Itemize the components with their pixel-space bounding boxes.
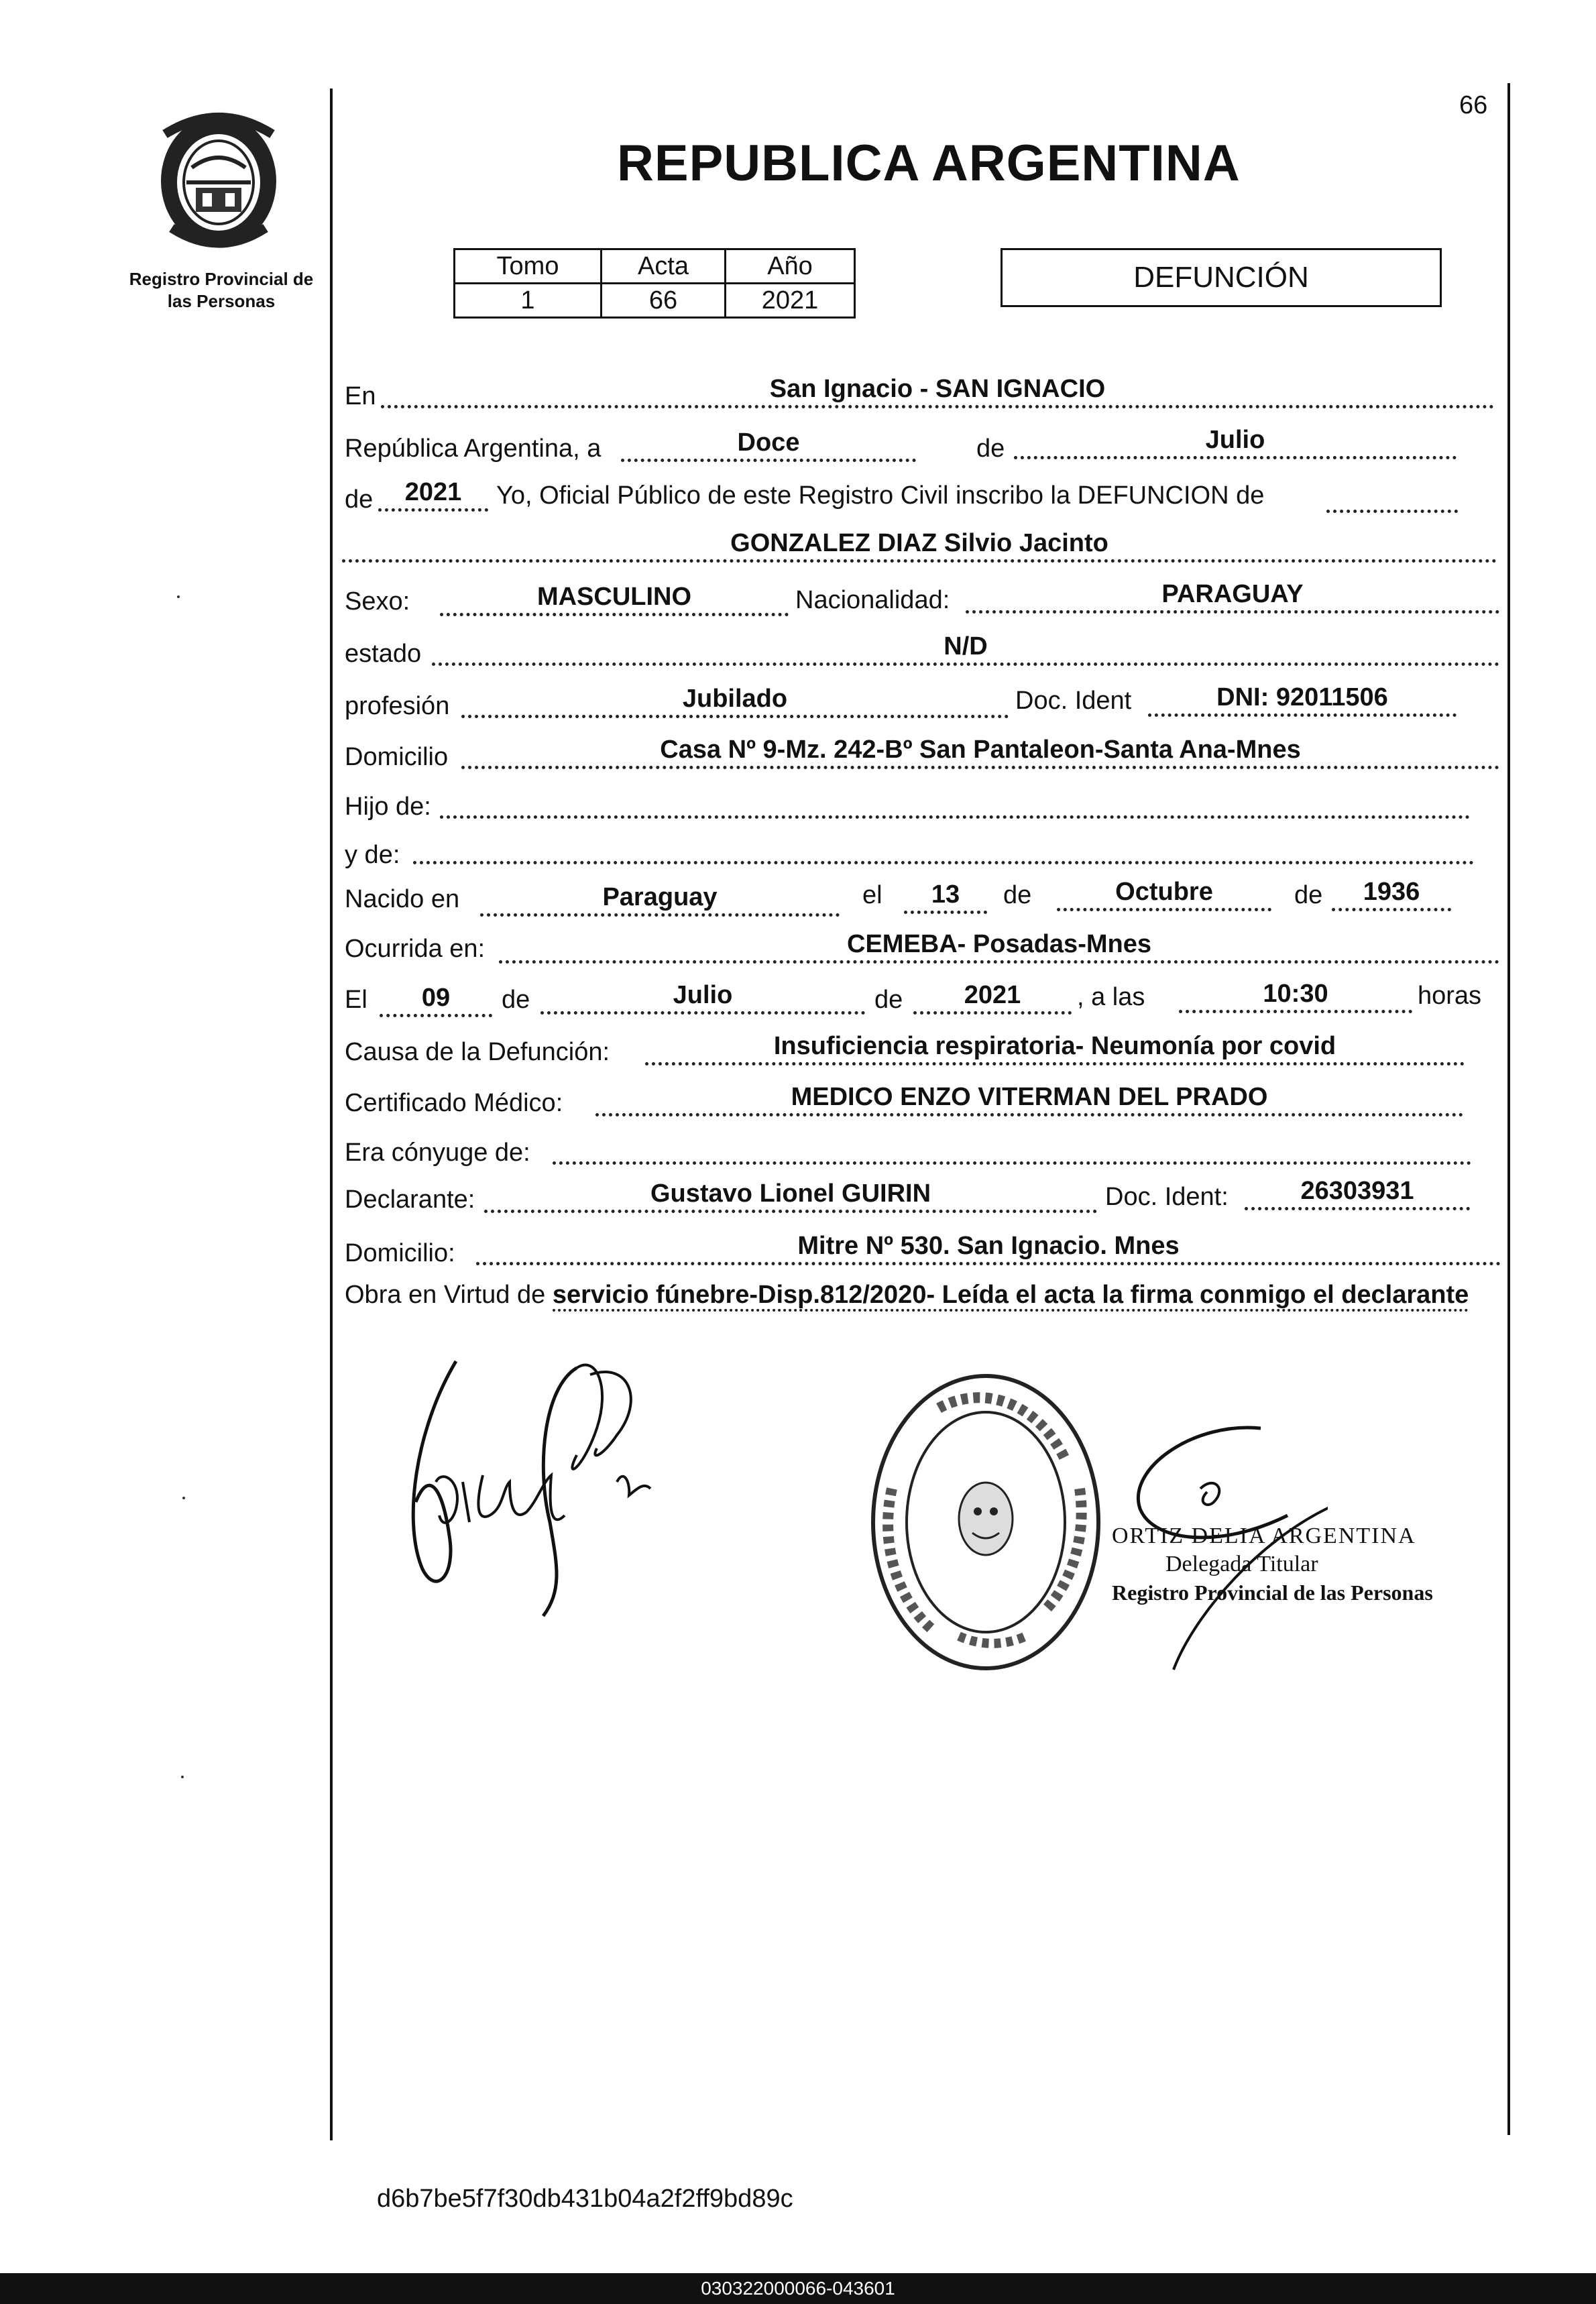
label-ocurrida-en: Ocurrida en:: [345, 935, 486, 963]
document-type-box: DEFUNCIÓN: [1001, 248, 1442, 307]
registry-name: [121, 268, 322, 312]
field-address: Casa Nº 9-Mz. 242-Bº San Pantaleon-Santa Ana-Mnes: [461, 734, 1499, 769]
label-y-de: y de:: [345, 841, 400, 869]
field-profession: Jubilado: [461, 683, 1009, 718]
field-birth-place: Paraguay: [480, 881, 840, 917]
field-birth-month: Octubre: [1057, 876, 1271, 911]
label-sexo: Sexo:: [345, 587, 410, 616]
label-horas: horas: [1418, 982, 1482, 1010]
label-estado: estado: [345, 640, 422, 668]
label-el: el: [862, 881, 882, 909]
obra-en-virtud: [345, 1278, 1498, 1312]
province-emblem-icon: [145, 107, 292, 255]
label-conyuge: Era cónyuge de:: [345, 1139, 530, 1167]
official-stamp-text: [1112, 1522, 1433, 1607]
field-death-year: 2021: [913, 979, 1072, 1015]
label-doc-ident2: Doc. Ident:: [1105, 1183, 1229, 1211]
declarant-signature-icon: [376, 1348, 671, 1629]
reference-table: [453, 248, 856, 319]
field-filler-line3: [1326, 477, 1458, 513]
label-nacionalidad: Nacionalidad:: [795, 586, 950, 614]
page-title: REPUBLICA ARGENTINA: [617, 135, 1241, 192]
label-domicilio2: Domicilio:: [345, 1239, 455, 1267]
value-tomo: 1: [455, 284, 602, 318]
scan-mark: [181, 1776, 184, 1778]
right-margin-line: [1507, 83, 1510, 2135]
label-hijo-de: Hijo de:: [345, 793, 431, 821]
field-sex: MASCULINO: [440, 581, 789, 616]
footer-code: 030322000066-043601: [701, 2278, 895, 2299]
scan-mark: [182, 1497, 185, 1499]
field-declarant-address: Mitre Nº 530. San Ignacio. Mnes: [476, 1230, 1501, 1265]
label-nacido-en: Nacido en: [345, 885, 460, 913]
label-el-cap: El: [345, 986, 367, 1014]
reference-value-row: [455, 284, 855, 318]
field-day-words: Doce: [621, 426, 916, 462]
field-birth-day: 13: [904, 878, 987, 914]
official-role: Delegada Titular: [1165, 1552, 1318, 1576]
registry-name-line1: Registro Provincial de: [129, 269, 314, 289]
header-acta: Acta: [602, 249, 726, 284]
field-marital-status: N/D: [432, 630, 1499, 666]
field-cause: Insuficiencia respiratoria- Neumonía por covid: [645, 1030, 1465, 1065]
left-margin-line: [330, 89, 333, 2140]
label-de-death-year: de: [874, 986, 903, 1014]
value-ano: 2021: [726, 284, 855, 318]
label-republica: República Argentina, a: [345, 435, 602, 463]
field-birth-year: 1936: [1332, 876, 1451, 911]
official-name: ORTIZ DELIA ARGENTINA: [1112, 1523, 1416, 1548]
field-place: San Ignacio - SAN IGNACIO: [381, 373, 1494, 408]
label-de-death: de: [502, 986, 530, 1014]
field-deceased-name: GONZALEZ DIAZ Silvio Jacinto: [342, 527, 1497, 563]
field-certificate: MEDICO ENZO VITERMAN DEL PRADO: [595, 1081, 1463, 1116]
field-y-de: [413, 829, 1474, 864]
official-org: Registro Provincial de las Personas: [1112, 1580, 1433, 1605]
label-yo-text: Yo, Oficial Público de este Registro Civil inscribo la DEFUNCION de: [496, 481, 1265, 510]
label-de-birth-year: de: [1294, 881, 1323, 909]
field-declarant-doc: 26303931: [1245, 1175, 1470, 1210]
header-ano: Año: [726, 249, 855, 284]
scan-mark: [177, 595, 180, 598]
field-nationality: PARAGUAY: [966, 578, 1499, 614]
field-declarant: Gustavo Lionel GUIRIN: [484, 1177, 1097, 1213]
label-a-las: , a las: [1077, 983, 1145, 1011]
field-death-time: 10:30: [1179, 978, 1412, 1013]
label-de: de: [976, 435, 1005, 463]
page-number: 66: [1459, 91, 1488, 119]
label-en: En: [345, 382, 376, 410]
label-domicilio: Domicilio: [345, 743, 449, 771]
field-death-month: Julio: [540, 979, 865, 1015]
field-death-day: 09: [380, 982, 492, 1017]
label-de-line3: de: [345, 485, 374, 514]
field-month: Julio: [1014, 424, 1457, 459]
value-acta: 66: [602, 284, 726, 318]
field-doc-ident: DNI: 92011506: [1148, 681, 1457, 717]
label-declarante: Declarante:: [345, 1186, 475, 1214]
registry-name-line2: las Personas: [167, 291, 276, 311]
document-hash: d6b7be5f7f30db431b04a2f2ff9bd89c: [377, 2185, 793, 2213]
reference-header-row: [455, 249, 855, 284]
label-profesion: profesión: [345, 692, 450, 720]
header-tomo: Tomo: [455, 249, 602, 284]
field-hijo-de: [440, 783, 1470, 819]
label-obra-en-virtud: Obra en Virtud de: [345, 1281, 546, 1309]
label-causa: Causa de la Defunción:: [345, 1038, 610, 1066]
field-spouse: [553, 1129, 1471, 1165]
label-doc-ident: Doc. Ident: [1015, 687, 1132, 715]
official-stamp-icon: [865, 1368, 1106, 1676]
field-death-place: CEMEBA- Posadas-Mnes: [499, 928, 1499, 964]
label-de-birth: de: [1003, 881, 1032, 909]
field-obra-text: servicio fúnebre-Disp.812/2020- Leída el acta la firma conmigo el declarante: [553, 1281, 1469, 1312]
label-certificado: Certificado Médico:: [345, 1089, 563, 1117]
field-year: 2021: [378, 476, 488, 512]
